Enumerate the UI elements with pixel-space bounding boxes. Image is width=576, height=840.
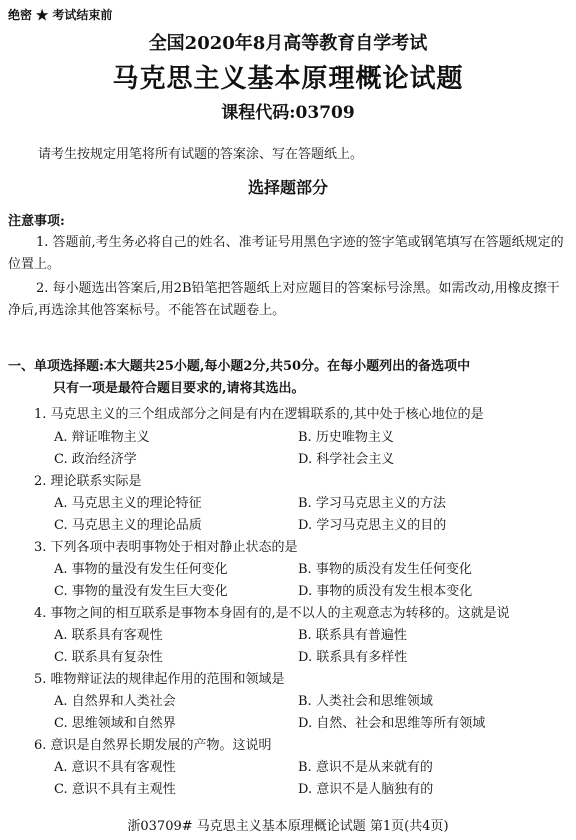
option-d: D. 学习马克思主义的目的 (298, 518, 447, 533)
option-c: C. 马克思主义的理论品质 (54, 518, 202, 533)
subject-title: 马克思主义基本原理概论试题 (112, 64, 464, 94)
option-b: B. 事物的质没有发生任何变化 (298, 562, 472, 577)
option-b: B. 人类社会和思维领域 (298, 694, 433, 709)
option-a: A. 马克思主义的理论特征 (54, 496, 202, 511)
note-item: 1. 答题前,考生务必将自己的姓名、准考证号用黑色字迹的签字笔或钢笔填写在答题纸规定的位置上。 (8, 235, 564, 272)
option-a: A. 辩证唯物主义 (54, 430, 150, 445)
question-stem: 5. 唯物辩证法的规律起作用的范围和领域是 (34, 672, 285, 687)
option-c: C. 政治经济学 (54, 452, 137, 467)
option-d: D. 事物的质没有发生根本变化 (298, 584, 473, 599)
option-c: C. 思维领域和自然界 (54, 716, 176, 731)
option-a: A. 联系具有客观性 (54, 628, 163, 643)
option-c: C. 事物的量没有发生巨大变化 (54, 584, 228, 599)
part-heading-line1: 一、单项选择题:本大题共25小题,每小题2分,共50分。在每小题列出的备选项中 (8, 359, 471, 374)
section-title: 选择题部分 (247, 178, 328, 197)
option-b: B. 意识不是从来就有的 (298, 760, 433, 775)
note-item: 2. 每小题选出答案后,用2B铅笔把答题纸上对应题目的答案标号涂黑。如需改动,用橡皮擦干净后,再选涂其他答案标号。不能答在试题卷上。 (8, 281, 560, 318)
answer-instruction: 请考生按规定用笔将所有试题的答案涂、写在答题纸上。 (38, 147, 364, 162)
notes-heading: 注意事项: (8, 214, 65, 229)
option-d: D. 自然、社会和思维等所有领域 (298, 716, 486, 731)
option-c: C. 意识不具有主观性 (54, 782, 176, 797)
option-a: A. 自然界和人类社会 (54, 694, 176, 709)
option-a: A. 意识不具有客观性 (54, 760, 176, 775)
option-d: D. 科学社会主义 (298, 452, 395, 467)
part-heading (8, 356, 568, 400)
option-b: B. 历史唯物主义 (298, 430, 394, 445)
option-b: B. 学习马克思主义的方法 (298, 496, 446, 511)
question-stem: 1. 马克思主义的三个组成部分之间是有内在逻辑联系的,其中处于核心地位的是 (34, 407, 484, 422)
option-d: D. 联系具有多样性 (298, 650, 408, 665)
page-footer: 浙03709# 马克思主义基本原理概论试题 第1页(共4页) (127, 819, 449, 834)
option-d: D. 意识不是人脑独有的 (298, 782, 434, 797)
option-c: C. 联系具有复杂性 (54, 650, 163, 665)
option-a: A. 事物的量没有发生任何变化 (54, 562, 228, 577)
option-b: B. 联系具有普遍性 (298, 628, 407, 643)
question-stem: 4. 事物之间的相互联系是事物本身固有的,是不以人的主观意志为转移的。这就是说 (34, 606, 510, 621)
part-heading-line2: 只有一项是最符合题目要求的,请将其选出。 (53, 381, 305, 396)
question-stem: 2. 理论联系实际是 (34, 474, 142, 489)
question-stem: 6. 意识是自然界长期发展的产物。这说明 (34, 738, 272, 753)
exam-title: 全国2020年8月高等教育自学考试 (148, 33, 428, 54)
confidential-label: 绝密 ★ 考试结束前 (8, 8, 113, 22)
question-stem: 3. 下列各项中表明事物处于相对静止状态的是 (34, 540, 298, 555)
course-code: 课程代码:03709 (221, 103, 355, 123)
